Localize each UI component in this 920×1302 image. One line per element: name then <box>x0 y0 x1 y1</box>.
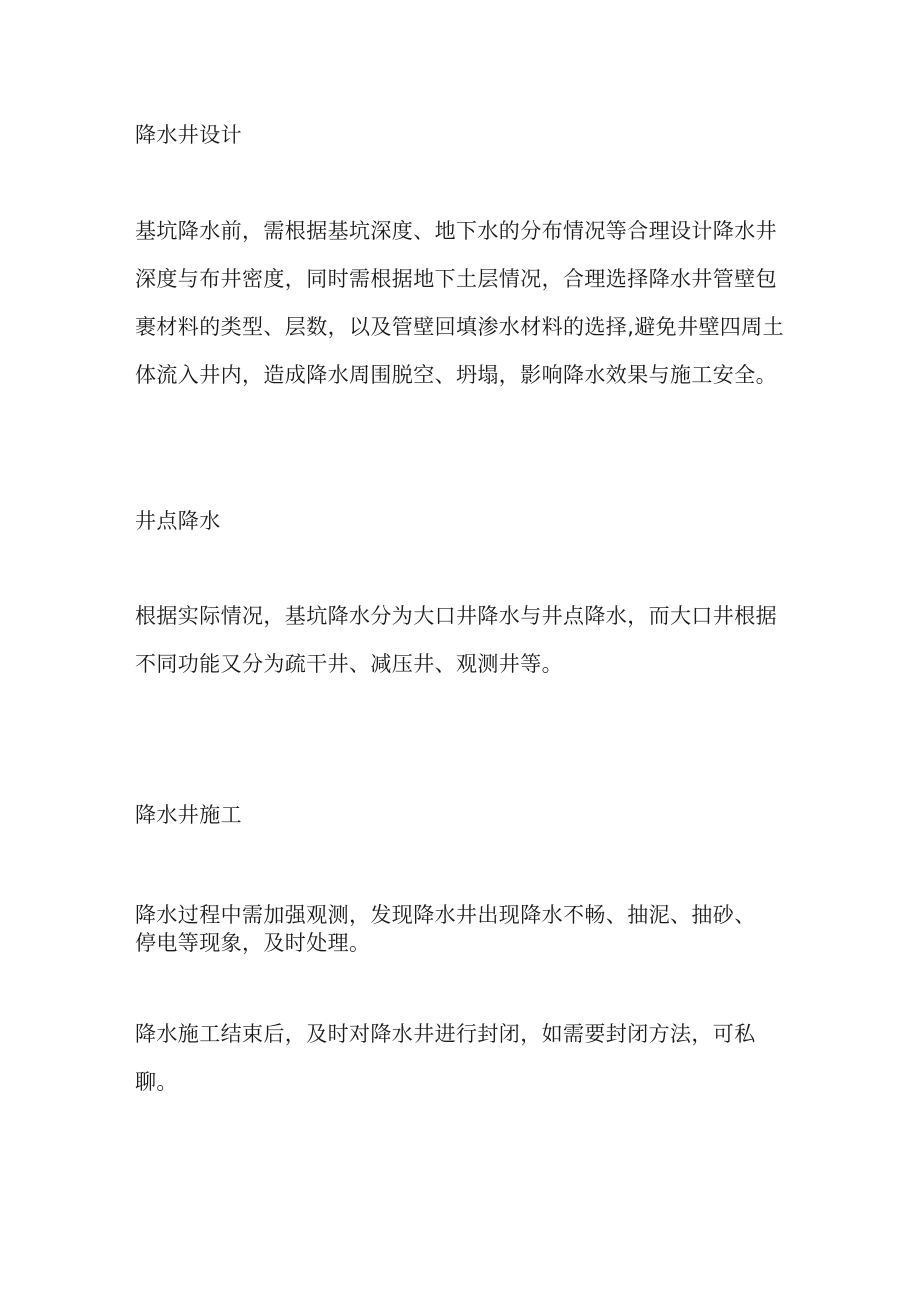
paragraph-line: 降水施工结束后，及时对降水井进行封闭，如需要封闭方法，可私 <box>135 1022 756 1046</box>
paragraph-line: 根据实际情况，基坑降水分为大口井降水与井点降水，而大口井根据 <box>135 604 777 628</box>
paragraph-line: 不同功能又分为疏干井、减压井、观测井等。 <box>135 652 563 676</box>
paragraph-line: 裹材料的类型、层数，以及管壁回填渗水材料的选择,避免井壁四周土 <box>135 315 785 339</box>
paragraph-line: 降水过程中需加强观测，发现降水井出现降水不畅、抽泥、抽砂、 <box>135 903 756 927</box>
section-heading-1: 降水井设计 <box>135 123 242 147</box>
paragraph-line: 体流入井内，造成降水周围脱空、坍塌，影响降水效果与施工安全。 <box>135 363 777 387</box>
paragraph-line: 基坑降水前，需根据基坑深度、地下水的分布情况等合理设计降水井 <box>135 219 777 243</box>
paragraph-line: 停电等现象，及时处理。 <box>135 931 371 955</box>
section-heading-3: 降水井施工 <box>135 803 242 827</box>
paragraph-line: 聊。 <box>135 1070 178 1094</box>
paragraph-line: 深度与布井密度，同时需根据地下土层情况，合理选择降水井管壁包 <box>135 267 777 291</box>
section-heading-2: 井点降水 <box>135 509 221 533</box>
